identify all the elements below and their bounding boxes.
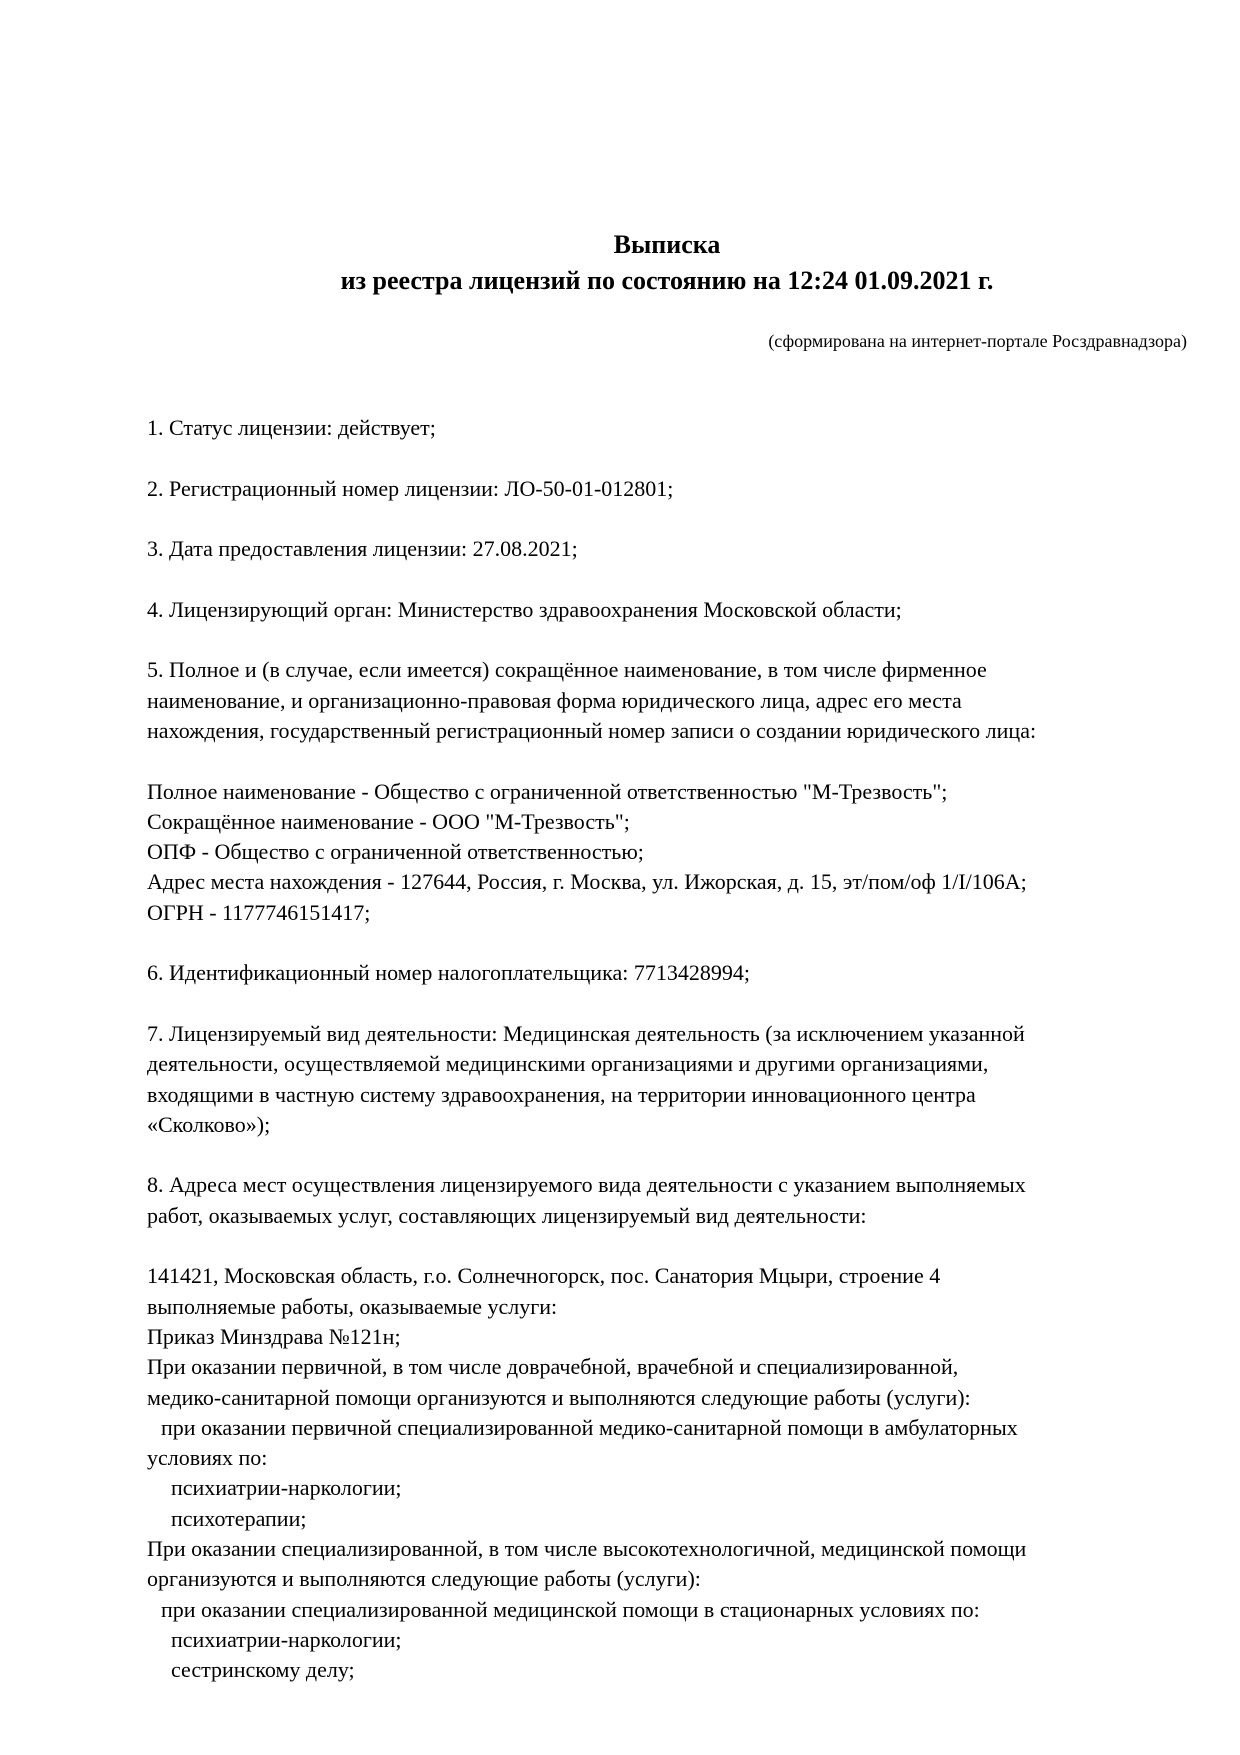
- short-name-line: Сокращённое наименование - ООО "М-Трезвость";: [147, 808, 630, 834]
- services-line: При оказании первичной, в том числе доврачебной, врачебной и специализированной,: [147, 1354, 959, 1380]
- service-item: психотерапии;: [171, 1505, 307, 1531]
- services-line: выполняемые работы, оказываемые услуги:: [147, 1293, 558, 1319]
- activity-line: 7. Лицензируемый вид деятельности: Медицинская деятельность (за исключением указанной: [147, 1020, 1025, 1046]
- opf-line: ОПФ - Общество с ограниченной ответственностью;: [147, 839, 644, 865]
- registration-number-line: 2. Регистрационный номер лицензии: ЛО-50-01-012801;: [147, 475, 674, 501]
- item5-line: 5. Полное и (в случае, если имеется) сокращённое наименование, в том числе фирменное: [147, 657, 987, 683]
- issue-date-line: 3. Дата предоставления лицензии: 27.08.2021;: [147, 536, 578, 562]
- ogrn-line: ОГРН - 1177746151417;: [147, 899, 371, 925]
- services-line: При оказании специализированной, в том числе высокотехнологичной, медицинской помощи: [147, 1535, 1027, 1561]
- services-line: Приказ Минздрава №121н;: [147, 1323, 401, 1349]
- services-line: при оказании специализированной медицинской помощи в стационарных условиях по:: [161, 1596, 980, 1622]
- item5-line: нахождения, государственный регистрационный номер записи о создании юридического лица:: [147, 717, 1037, 743]
- services-line: организуются и выполняются следующие работы (услуги):: [147, 1566, 701, 1592]
- address-line: Адрес места нахождения - 127644, Россия, г. Москва, ул. Ижорская, д. 15, эт/пом/оф 1/I/106А;: [147, 869, 1027, 895]
- services-line: медико-санитарной помощи организуются и выполняются следующие работы (услуги):: [147, 1384, 971, 1410]
- service-item: психиатрии-наркологии;: [171, 1475, 402, 1501]
- item8-line: работ, оказываемых услуг, составляющих лицензируемый вид деятельности:: [147, 1202, 867, 1228]
- full-name-line: Полное наименование - Общество с ограниченной ответственностью "М-Трезвость";: [147, 778, 948, 804]
- source-note: (сформирована на интернет-портале Росздравнадзора): [768, 331, 1187, 351]
- blank: [147, 989, 1207, 1019]
- licensing-authority-line: 4. Лицензирующий орган: Министерство здравоохранения Московской области;: [147, 596, 902, 622]
- activity-line: входящими в частную систему здравоохранения, на территории инновационного центра: [147, 1081, 976, 1107]
- inn-line: 6. Идентификационный номер налогоплательщика: 7713428994;: [147, 960, 750, 986]
- item5-line: наименование, и организационно-правовая форма юридического лица, адрес его места: [147, 687, 962, 713]
- blank: [147, 564, 1207, 594]
- document-body: [147, 413, 1207, 1685]
- document-title: Выписка: [613, 230, 721, 259]
- blank: [147, 1140, 1207, 1170]
- activity-line: деятельности, осуществляемой медицинскими организациями и другими организациями,: [147, 1051, 989, 1077]
- service-item: психиатрии-наркологии;: [171, 1626, 402, 1652]
- activity-line: «Сколково»);: [147, 1111, 271, 1137]
- blank: [147, 1231, 1207, 1261]
- blank: [147, 928, 1207, 958]
- blank: [147, 625, 1207, 655]
- blank: [147, 504, 1207, 534]
- item8-line: 8. Адреса мест осуществления лицензируемого вида деятельности с указанием выполняемых: [147, 1172, 1026, 1198]
- service-item: сестринскому делу;: [171, 1657, 355, 1683]
- status-line: 1. Статус лицензии: действует;: [147, 415, 436, 440]
- document-subtitle: из реестра лицензий по состоянию на 12:24 01.09.2021 г.: [340, 266, 994, 295]
- blank: [147, 443, 1207, 473]
- services-line: при оказании первичной специализированной медико-санитарной помощи в амбулаторных: [161, 1414, 1018, 1440]
- services-line: условиях по:: [147, 1445, 268, 1471]
- activity-address-line: 141421, Московская область, г.о. Солнечногорск, пос. Санатория Мцыри, строение 4: [147, 1263, 941, 1289]
- blank: [147, 746, 1207, 776]
